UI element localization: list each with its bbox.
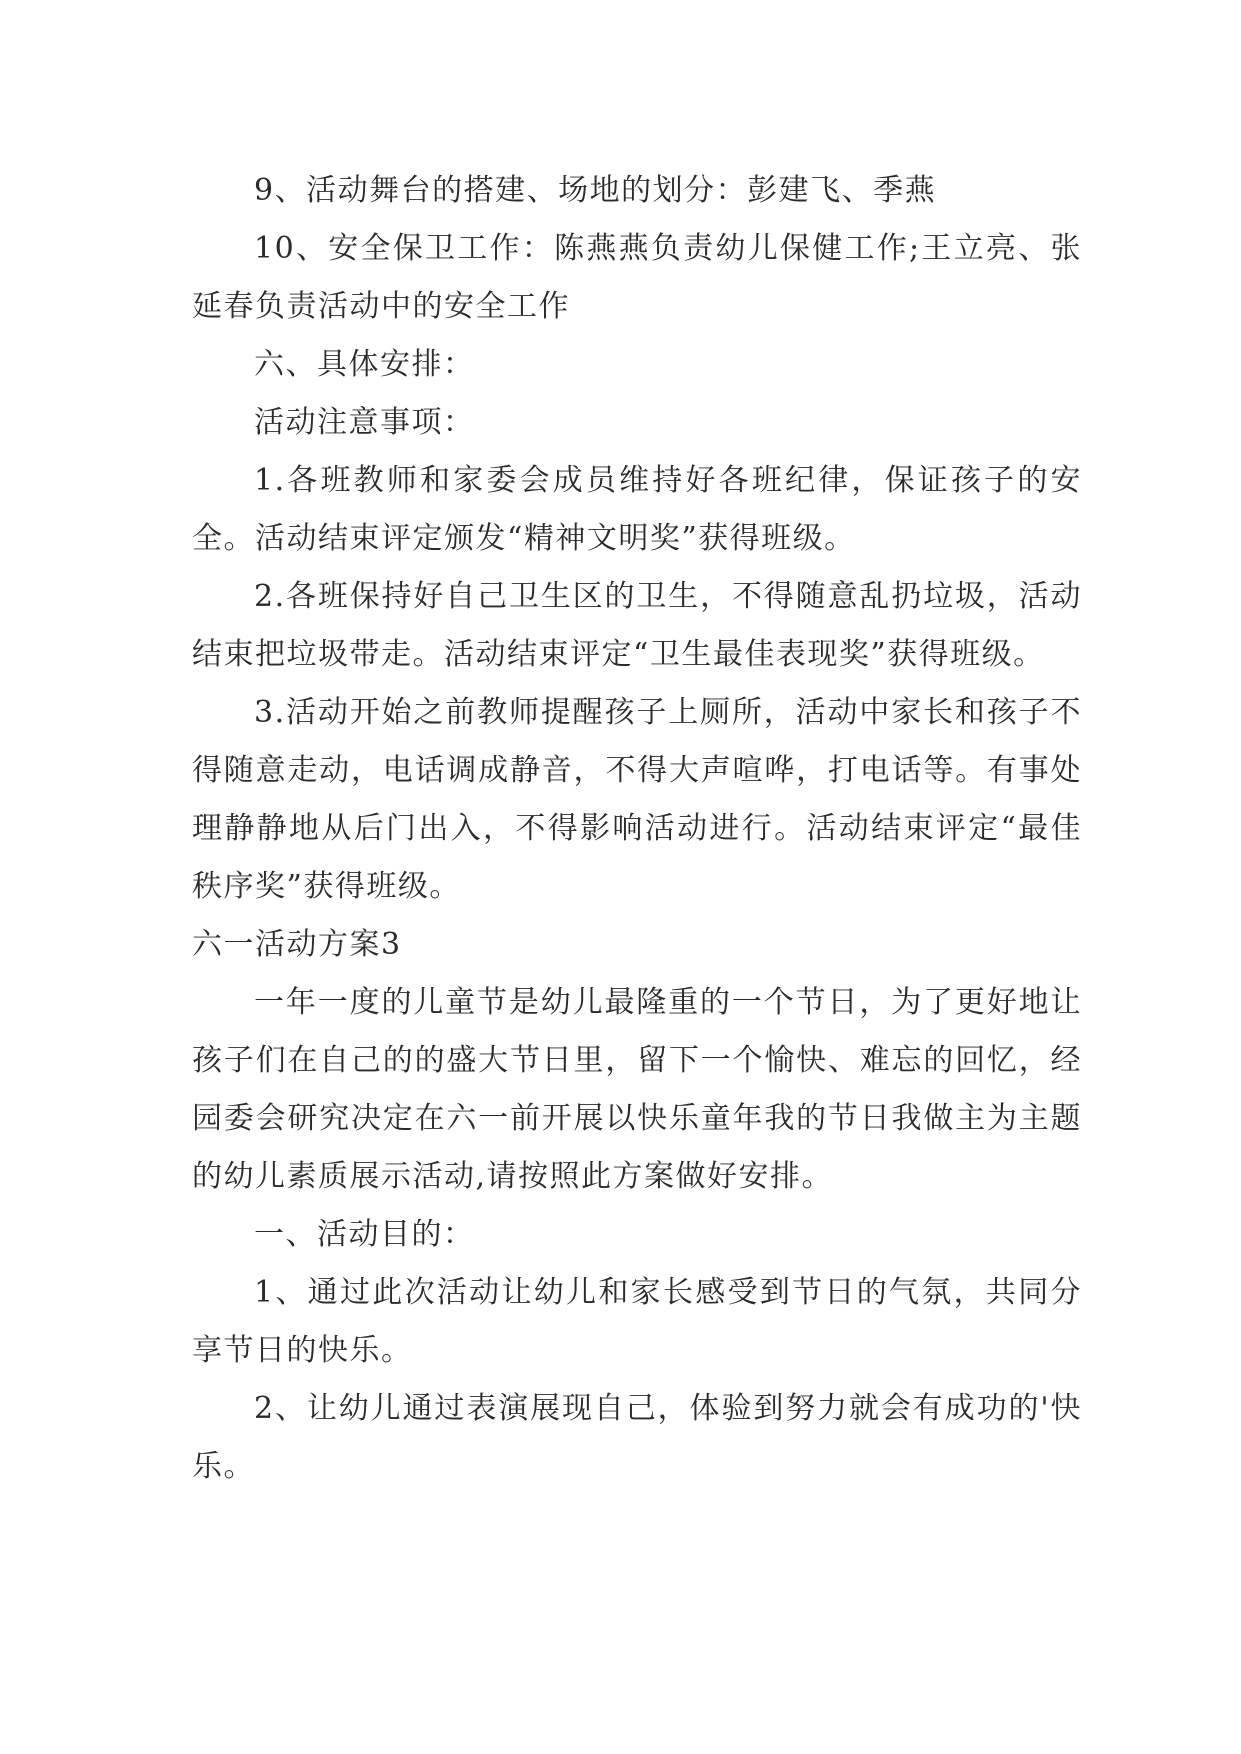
paragraph-purpose-heading: 一、活动目的：: [254, 1217, 475, 1252]
paragraph-note-1: 1.各班教师和家委会成员维持好各班纪律，保证孩子的安全。活动结束评定颁发“精神文明奖”获得班级。: [192, 463, 1082, 556]
paragraph-notes-heading: 活动注意事项：: [254, 405, 475, 440]
paragraph-note-3: 3.活动开始之前教师提醒孩子上厕所，活动中家长和孩子不得随意走动，电话调成静音，不得大声喧哗，打电话等。有事处理静静地从后门出入，不得影响活动进行。活动结束评定“最佳秩序奖”获得班级。: [192, 695, 1082, 904]
document-body: [192, 162, 1082, 1496]
paragraph-intro: 一年一度的儿童节是幼儿最隆重的一个节日，为了更好地让孩子们在自己的的盛大节日里，留下一个愉快、难忘的回忆，经园委会研究决定在六一前开展以快乐童年我的节日我做主为主题的幼儿素质展示活动,请按照此方案做好安排。: [192, 985, 1082, 1194]
paragraph-purpose-1: 1、通过此次活动让幼儿和家长感受到节日的气氛，共同分享节日的快乐。: [192, 1275, 1082, 1368]
section-title: 六一活动方案3: [192, 927, 402, 962]
paragraph-arrangement-heading: 六、具体安排：: [254, 347, 475, 382]
paragraph-stage-setup: 9、活动舞台的搭建、场地的划分：彭建飞、季燕: [254, 173, 937, 208]
paragraph-purpose-2: 2、让幼儿通过表演展现自己，体验到努力就会有成功的'快乐。: [192, 1391, 1082, 1484]
paragraph-security: 10、安全保卫工作：陈燕燕负责幼儿保健工作;王立亮、张延春负责活动中的安全工作: [192, 231, 1082, 324]
paragraph-note-2: 2.各班保持好自己卫生区的卫生，不得随意乱扔垃圾，活动结束把垃圾带走。活动结束评定“卫生最佳表现奖”获得班级。: [192, 579, 1082, 672]
